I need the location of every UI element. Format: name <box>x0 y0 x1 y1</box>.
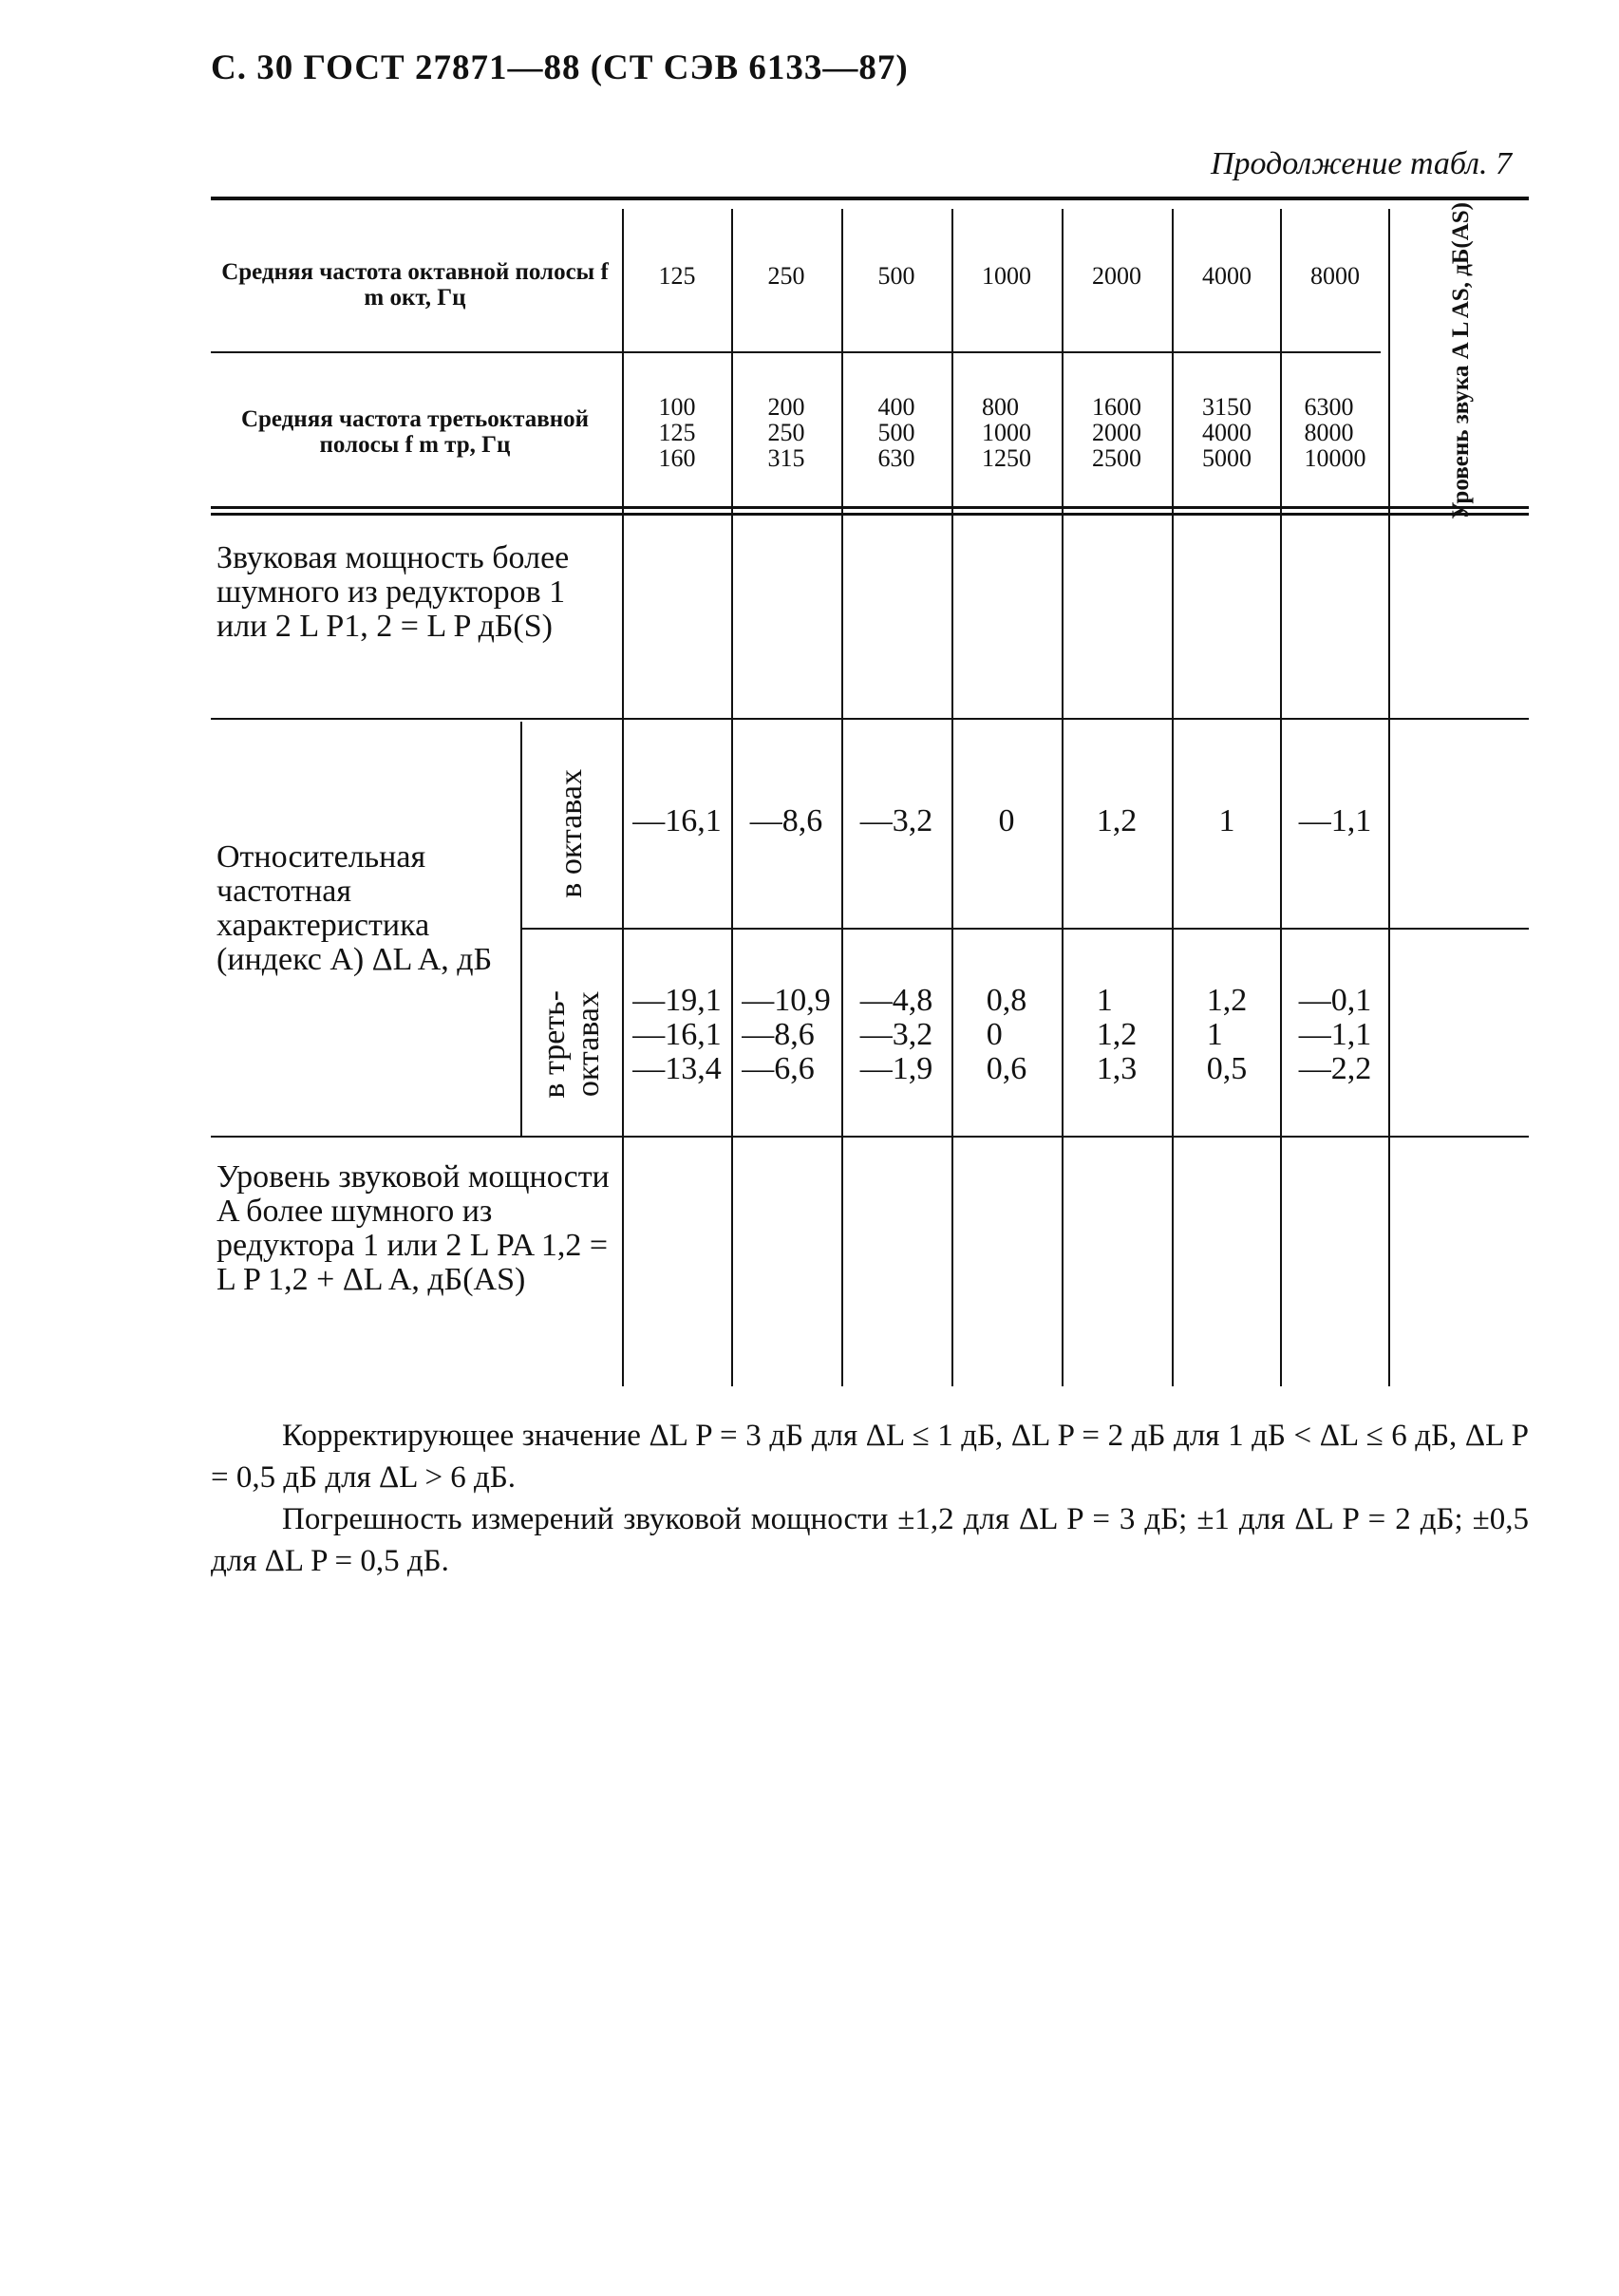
octave-freq: 2000 <box>1092 261 1141 290</box>
third-freq-cell <box>953 380 1060 484</box>
third-value-stack <box>1097 984 1138 1086</box>
third-freq-stack <box>982 394 1031 471</box>
third-value-stack <box>742 984 831 1086</box>
third-value: 0,6 <box>986 1051 1027 1086</box>
third-freq-cell <box>1282 380 1388 484</box>
octave-value: —1,1 <box>1298 803 1372 838</box>
page-header: С. 30 ГОСТ 27871—88 (СТ СЭВ 6133—87) <box>211 48 909 87</box>
third-freq: 400 <box>877 392 915 421</box>
octave-value: —16,1 <box>632 803 722 838</box>
third-value: 0,8 <box>986 983 1027 1018</box>
third-value: —6,6 <box>742 1051 815 1086</box>
octave-value: —8,6 <box>749 803 823 838</box>
sub-thirds-label-1: в треть- <box>537 990 572 1099</box>
sub-octaves-cell <box>524 745 619 921</box>
third-freq: 4000 <box>1202 418 1252 446</box>
third-freq-cell <box>1064 380 1170 484</box>
sub-thirds-cell <box>524 959 619 1130</box>
header-rule-1 <box>211 506 1529 509</box>
third-freq-cell <box>733 380 839 484</box>
octave-value: 1 <box>1218 803 1235 838</box>
octave-value: 1,2 <box>1096 803 1138 838</box>
third-freq: 500 <box>877 418 915 446</box>
third-freq: 630 <box>877 443 915 472</box>
octave-freq: 250 <box>767 261 805 290</box>
third-value: —0,1 <box>1298 983 1372 1018</box>
third-freq-stack <box>878 394 915 471</box>
row-power-label: Звуковая мощность более шумного из редукторов 1 или 2 L P1, 2 = L P дБ(S) <box>216 540 570 644</box>
third-freq: 800 <box>982 392 1019 421</box>
third-value-cell <box>1282 969 1388 1101</box>
third-freq: 5000 <box>1202 443 1252 472</box>
third-freq: 1250 <box>982 443 1031 472</box>
octave-header: Средняя частота октавной полосы f m окт, Гц <box>221 259 609 311</box>
third-freq-cell <box>1174 380 1280 484</box>
third-value-cell <box>1174 969 1280 1101</box>
third-value: 1 <box>1096 983 1113 1018</box>
col-line-8 <box>1388 209 1390 1386</box>
third-freq: 3150 <box>1202 392 1252 421</box>
octave-value: —3,2 <box>859 803 933 838</box>
third-value: 1 <box>1206 1017 1223 1052</box>
third-freq-cell <box>624 380 730 484</box>
octave-freq: 8000 <box>1310 261 1360 290</box>
note-accuracy: Погрешность измерений звуковой мощности ±1,2 для ΔL P = 3 дБ; ±1 для ΔL P = 2 дБ; ±0,5 для ΔL P = 0,5 дБ. <box>211 1502 1529 1578</box>
row-response-label: Относительная частотная характеристика (индекс А) ΔL A, дБ <box>216 839 493 977</box>
third-freq-stack <box>659 394 696 471</box>
notes <box>211 1415 1529 1582</box>
octave-freq: 500 <box>877 261 915 290</box>
header-rule-2 <box>211 513 1529 516</box>
third-value: 0 <box>986 1017 1003 1052</box>
third-freq: 200 <box>767 392 805 421</box>
third-freq-cell <box>843 380 950 484</box>
third-value-cell <box>1064 969 1170 1101</box>
third-value-stack <box>1299 984 1372 1086</box>
third-value: 1,2 <box>1096 1017 1138 1052</box>
third-value: —1,1 <box>1298 1017 1372 1052</box>
row-level-label: Уровень звуковой мощности A более шумного из редуктора 1 или 2 L PA 1,2 = L P 1,2 + ΔL A, дБ(AS) <box>216 1159 610 1297</box>
sub-thirds-label-2: октавах <box>571 991 606 1098</box>
third-value: —4,8 <box>859 983 933 1018</box>
table-caption: Продолжение табл. 7 <box>1210 146 1512 181</box>
third-freq: 2000 <box>1092 418 1141 446</box>
third-freq: 160 <box>658 443 696 472</box>
third-value: 0,5 <box>1206 1051 1248 1086</box>
third-freq: 1600 <box>1092 392 1141 421</box>
third-value-cell <box>953 969 1060 1101</box>
third-value-cell <box>624 969 730 1101</box>
third-value: —3,2 <box>859 1017 933 1052</box>
third-value: 1,3 <box>1096 1051 1138 1086</box>
sub-col-line <box>520 722 522 1136</box>
third-value: 1,2 <box>1206 983 1248 1018</box>
third-freq: 125 <box>658 418 696 446</box>
third-value: —2,2 <box>1298 1051 1372 1086</box>
third-value-stack <box>1207 984 1248 1086</box>
level-header: Уровень звука A L AS, дБ(AS) <box>1447 202 1474 519</box>
third-header: Средняя частота третьоктавной полосы f m тр, Гц <box>240 406 590 458</box>
third-freq: 315 <box>767 443 805 472</box>
row-rule-1 <box>211 718 1529 720</box>
third-freq: 2500 <box>1092 443 1141 472</box>
row-rule-2 <box>520 928 1529 930</box>
note-correction: Корректирующее значение ΔL P = 3 дБ для ΔL ≤ 1 дБ, ΔL P = 2 дБ для 1 дБ < ΔL ≤ 6 дБ, ΔL P = 0,5 дБ для ΔL > 6 дБ. <box>211 1419 1529 1495</box>
third-freq-stack <box>1092 394 1141 471</box>
third-value-cell <box>843 969 950 1101</box>
level-header-cell <box>1392 202 1529 519</box>
third-value: —13,4 <box>632 1051 722 1086</box>
table-top-rule <box>211 197 1529 200</box>
row-rule-3 <box>211 1136 1529 1138</box>
third-freq-stack <box>1305 394 1366 471</box>
third-freq: 8000 <box>1304 418 1354 446</box>
third-freq: 1000 <box>982 418 1031 446</box>
header-inner-rule <box>211 351 1381 353</box>
third-value: —16,1 <box>632 1017 722 1052</box>
third-freq-stack <box>768 394 805 471</box>
third-freq: 100 <box>658 392 696 421</box>
third-value-stack <box>860 984 933 1086</box>
third-value: —10,9 <box>742 983 831 1018</box>
third-value: —1,9 <box>859 1051 933 1086</box>
third-value-cell <box>733 969 839 1101</box>
octave-value: 0 <box>998 803 1015 838</box>
third-freq-stack <box>1202 394 1252 471</box>
third-freq: 250 <box>767 418 805 446</box>
third-freq: 10000 <box>1304 443 1366 472</box>
third-value-stack <box>987 984 1027 1086</box>
octave-freq: 125 <box>658 261 696 290</box>
third-value-stack <box>632 984 722 1086</box>
octave-freq: 1000 <box>982 261 1031 290</box>
third-value: —8,6 <box>742 1017 815 1052</box>
third-freq: 6300 <box>1304 392 1354 421</box>
third-value: —19,1 <box>632 983 722 1018</box>
sub-octaves-label: в октавах <box>554 768 589 898</box>
octave-freq: 4000 <box>1202 261 1252 290</box>
